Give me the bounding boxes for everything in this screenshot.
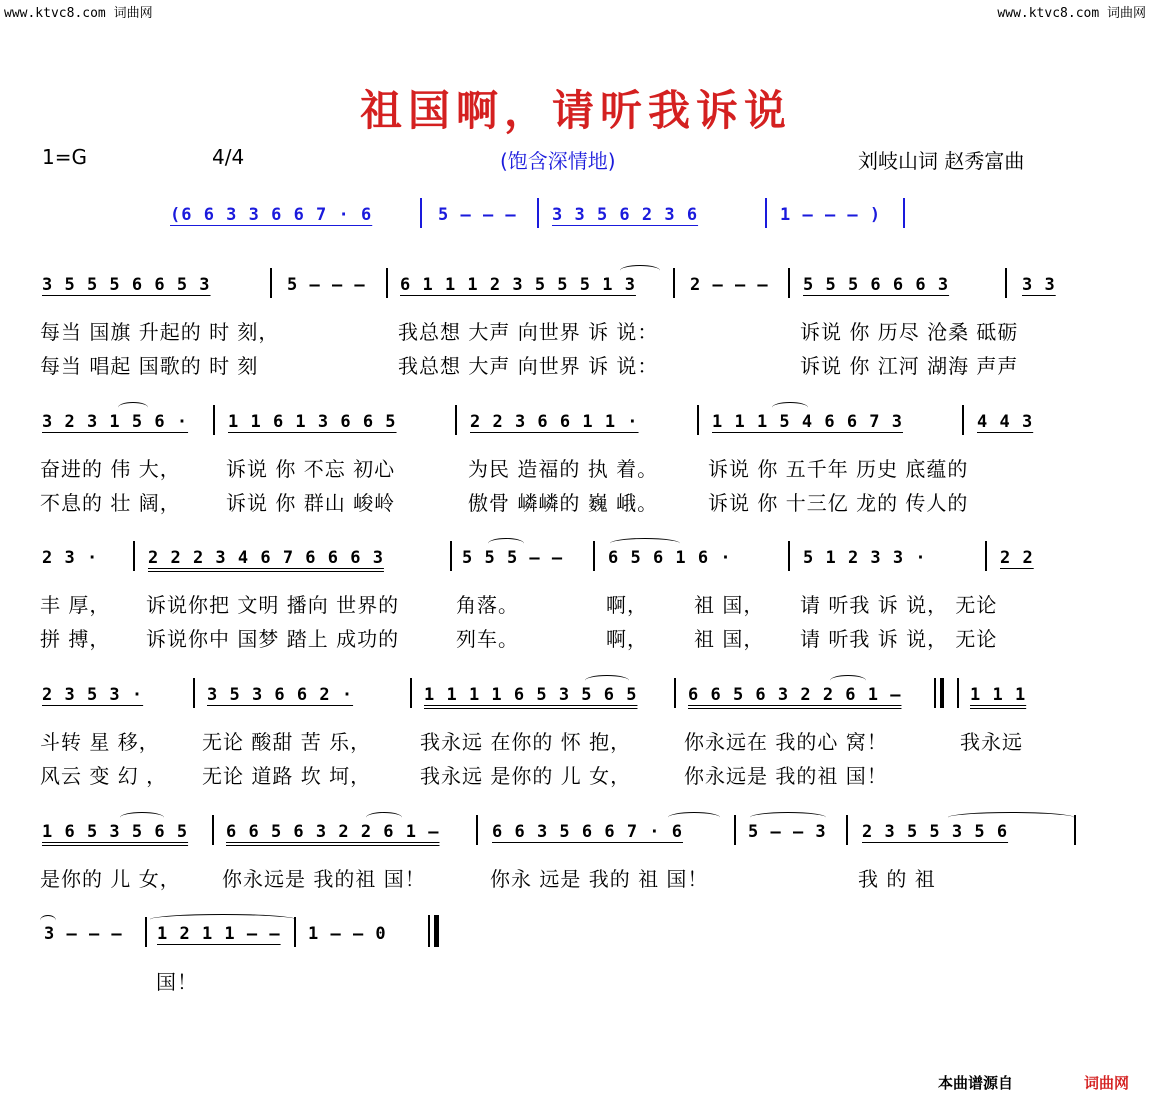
lyric-verse1: 国！ bbox=[156, 970, 198, 994]
lyric-verse2: 诉说 你 十三亿 龙的 传人的 bbox=[708, 491, 969, 515]
measure: 3 2 3 1 5 6 · bbox=[42, 412, 189, 432]
measure: 3 — — — bbox=[44, 924, 123, 944]
barline bbox=[410, 678, 412, 708]
measure: 2 2 3 6 6 1 1 · bbox=[470, 412, 639, 432]
measure: 2 3 · bbox=[42, 548, 99, 568]
lyric-verse1: 你永 远是 我的 祖 国！ bbox=[490, 867, 709, 891]
lyric-verse1: 你永远是 我的祖 国！ bbox=[222, 867, 426, 891]
time-signature: 4/4 bbox=[212, 145, 245, 169]
barline bbox=[133, 541, 135, 571]
barline bbox=[270, 268, 272, 298]
watermark-right: www.ktvc8.com 词曲网 bbox=[997, 6, 1146, 21]
measure: 6 6 5 6 3 2 2 6 1 — bbox=[688, 685, 902, 705]
intro-measure: 5 — — — bbox=[438, 205, 517, 225]
lyric-verse2: 请 听我 诉 说， 无论 bbox=[800, 627, 998, 651]
measure: 2 2 bbox=[1000, 548, 1034, 568]
barline bbox=[697, 405, 699, 435]
measure: 2 3 5 5 3 5 6 bbox=[862, 822, 1009, 842]
barline bbox=[962, 405, 964, 435]
barline bbox=[213, 405, 215, 435]
lyric-verse1: 是你的 儿 女， bbox=[40, 867, 181, 891]
barline bbox=[788, 268, 790, 298]
final-barline bbox=[428, 915, 430, 947]
lyric-verse1: 我 的 祖 bbox=[858, 867, 936, 891]
slur bbox=[366, 812, 402, 823]
barline bbox=[386, 268, 388, 298]
lyric-verse1: 诉说 你 五千年 历史 底蕴的 bbox=[708, 457, 969, 481]
barline bbox=[455, 405, 457, 435]
barline bbox=[765, 198, 767, 228]
measure: 5 5 5 — — bbox=[462, 548, 564, 568]
lyric-verse1: 无论 酸甜 苦 乐， bbox=[202, 730, 372, 754]
barline bbox=[476, 815, 478, 845]
lyric-verse1: 为民 造福的 执 着。 bbox=[468, 457, 659, 481]
lyric-verse1: 诉说 你 不忘 初心 bbox=[226, 457, 396, 481]
measure: 2 — — — bbox=[690, 275, 769, 295]
intro-measure: 3 3 5 6 2 3 6 bbox=[552, 205, 699, 225]
slur bbox=[488, 538, 524, 549]
slur bbox=[610, 538, 680, 549]
slur bbox=[772, 402, 808, 413]
lyric-verse1: 我永远 bbox=[960, 730, 1023, 754]
slur bbox=[830, 675, 866, 686]
slur bbox=[150, 914, 296, 925]
measure: 6 6 3 5 6 6 7 · 6 bbox=[492, 822, 683, 842]
lyric-verse1: 角落。 bbox=[456, 593, 519, 617]
lyric-verse2: 诉说 你 群山 峻岭 bbox=[226, 491, 396, 515]
slur bbox=[948, 812, 1074, 823]
intro-measure: 1 — — — ) bbox=[780, 205, 882, 225]
barline bbox=[212, 815, 214, 845]
source-note: 本曲谱源自 bbox=[938, 1074, 1014, 1092]
barline bbox=[537, 198, 539, 228]
lyric-verse1: 每当 国旗 升起的 时 刻， bbox=[40, 320, 280, 344]
measure: 1 1 6 1 3 6 6 5 bbox=[228, 412, 397, 432]
expression-mark: (饱含深情地) bbox=[500, 149, 616, 173]
lyric-verse2: 拼 搏， bbox=[40, 627, 111, 651]
measure: 5 5 5 6 6 6 3 bbox=[803, 275, 950, 295]
barline bbox=[420, 198, 422, 228]
lyric-verse1: 请 听我 诉 说， 无论 bbox=[800, 593, 998, 617]
lyric-verse2: 列车。 bbox=[456, 627, 519, 651]
measure: 5 — — — bbox=[287, 275, 366, 295]
barline bbox=[957, 678, 959, 708]
slur bbox=[120, 812, 164, 823]
lyric-verse2: 啊， bbox=[606, 627, 648, 651]
lyric-verse1: 奋进的 伟 大， bbox=[40, 457, 181, 481]
lyric-verse1: 斗转 星 移， bbox=[40, 730, 160, 754]
measure: 2 3 5 3 · bbox=[42, 685, 144, 705]
slur bbox=[118, 402, 148, 413]
lyric-verse2: 我永远 是你的 儿 女， bbox=[420, 764, 632, 788]
lyric-verse2: 诉说 你 江河 湖海 声声 bbox=[800, 354, 1019, 378]
measure: 1 1 1 5 4 6 6 7 3 bbox=[712, 412, 903, 432]
lyric-verse2: 无论 道路 坎 坷， bbox=[202, 764, 372, 788]
barline bbox=[593, 541, 595, 571]
lyric-verse2: 我总想 大声 向世界 诉 说： bbox=[398, 354, 659, 378]
barline bbox=[985, 541, 987, 571]
measure: 6 6 5 6 3 2 2 6 1 — bbox=[226, 822, 440, 842]
site-logo[interactable]: 词曲网 bbox=[1084, 1074, 1130, 1092]
repeat-barline bbox=[940, 678, 944, 708]
lyric-verse1: 你永远在 我的心 窝！ bbox=[684, 730, 888, 754]
repeat-barline bbox=[934, 678, 936, 708]
barline bbox=[903, 198, 905, 228]
barline bbox=[1074, 815, 1076, 845]
lyric-verse1: 我永远 在你的 怀 抱， bbox=[420, 730, 632, 754]
measure: 3 3 bbox=[1022, 275, 1056, 295]
barline bbox=[673, 268, 675, 298]
barline bbox=[846, 815, 848, 845]
lyric-verse1: 诉说 你 历尽 沧桑 砥砺 bbox=[800, 320, 1019, 344]
lyric-verse1: 祖 国， bbox=[694, 593, 765, 617]
measure: 6 5 6 1 6 · bbox=[608, 548, 732, 568]
barline bbox=[1005, 268, 1007, 298]
barline bbox=[788, 541, 790, 571]
slur bbox=[585, 675, 629, 686]
slur bbox=[620, 265, 660, 276]
lyric-verse1: 我总想 大声 向世界 诉 说： bbox=[398, 320, 659, 344]
lyric-verse2: 不息的 壮 阔， bbox=[40, 491, 181, 515]
watermark-left: www.ktvc8.com 词曲网 bbox=[4, 6, 153, 21]
lyric-verse1: 丰 厚， bbox=[40, 593, 111, 617]
measure: 1 6 5 3 5 6 5 bbox=[42, 822, 189, 842]
measure: 4 4 3 bbox=[977, 412, 1034, 432]
lyric-verse1: 啊， bbox=[606, 593, 648, 617]
credits: 刘岐山词 赵秀富曲 bbox=[858, 149, 1025, 173]
lyric-verse1: 诉说你把 文明 播向 世界的 bbox=[146, 593, 400, 617]
measure: 6 1 1 1 2 3 5 5 5 1 3 bbox=[400, 275, 636, 295]
measure: 2 2 2 3 4 6 7 6 6 6 3 bbox=[148, 548, 384, 568]
barline bbox=[674, 678, 676, 708]
measure: 1 1 1 1 6 5 3 5 6 5 bbox=[424, 685, 638, 705]
measure: 5 — — 3 bbox=[748, 822, 827, 842]
barline bbox=[734, 815, 736, 845]
lyric-verse2: 傲骨 嶙嶙的 巍 峨。 bbox=[468, 491, 659, 515]
slur bbox=[668, 812, 720, 823]
intro-measure: (6 6 3 3 6 6 7 · 6 bbox=[170, 205, 373, 225]
lyric-verse2: 每当 唱起 国歌的 时 刻 bbox=[40, 354, 259, 378]
measure: 1 2 1 1 — — bbox=[157, 924, 281, 944]
barline bbox=[294, 917, 296, 947]
slur bbox=[750, 812, 826, 823]
lyric-verse2: 你永远是 我的祖 国！ bbox=[684, 764, 888, 788]
barline bbox=[145, 917, 147, 947]
measure: 1 — — 0 bbox=[308, 924, 387, 944]
final-barline bbox=[434, 915, 439, 947]
measure: 5 1 2 3 3 · bbox=[803, 548, 927, 568]
song-title: 祖国啊，请听我诉说 bbox=[359, 86, 792, 135]
key-signature: 1=G bbox=[42, 145, 87, 169]
measure: 3 5 5 5 6 6 5 3 bbox=[42, 275, 211, 295]
lyric-verse2: 风云 变 幻 ， bbox=[40, 764, 168, 788]
lyric-verse2: 祖 国， bbox=[694, 627, 765, 651]
barline bbox=[450, 541, 452, 571]
barline bbox=[193, 678, 195, 708]
measure: 3 5 3 6 6 2 · bbox=[207, 685, 354, 705]
measure: 1 1 1 bbox=[970, 685, 1027, 705]
lyric-verse2: 诉说你中 国梦 踏上 成功的 bbox=[146, 627, 400, 651]
